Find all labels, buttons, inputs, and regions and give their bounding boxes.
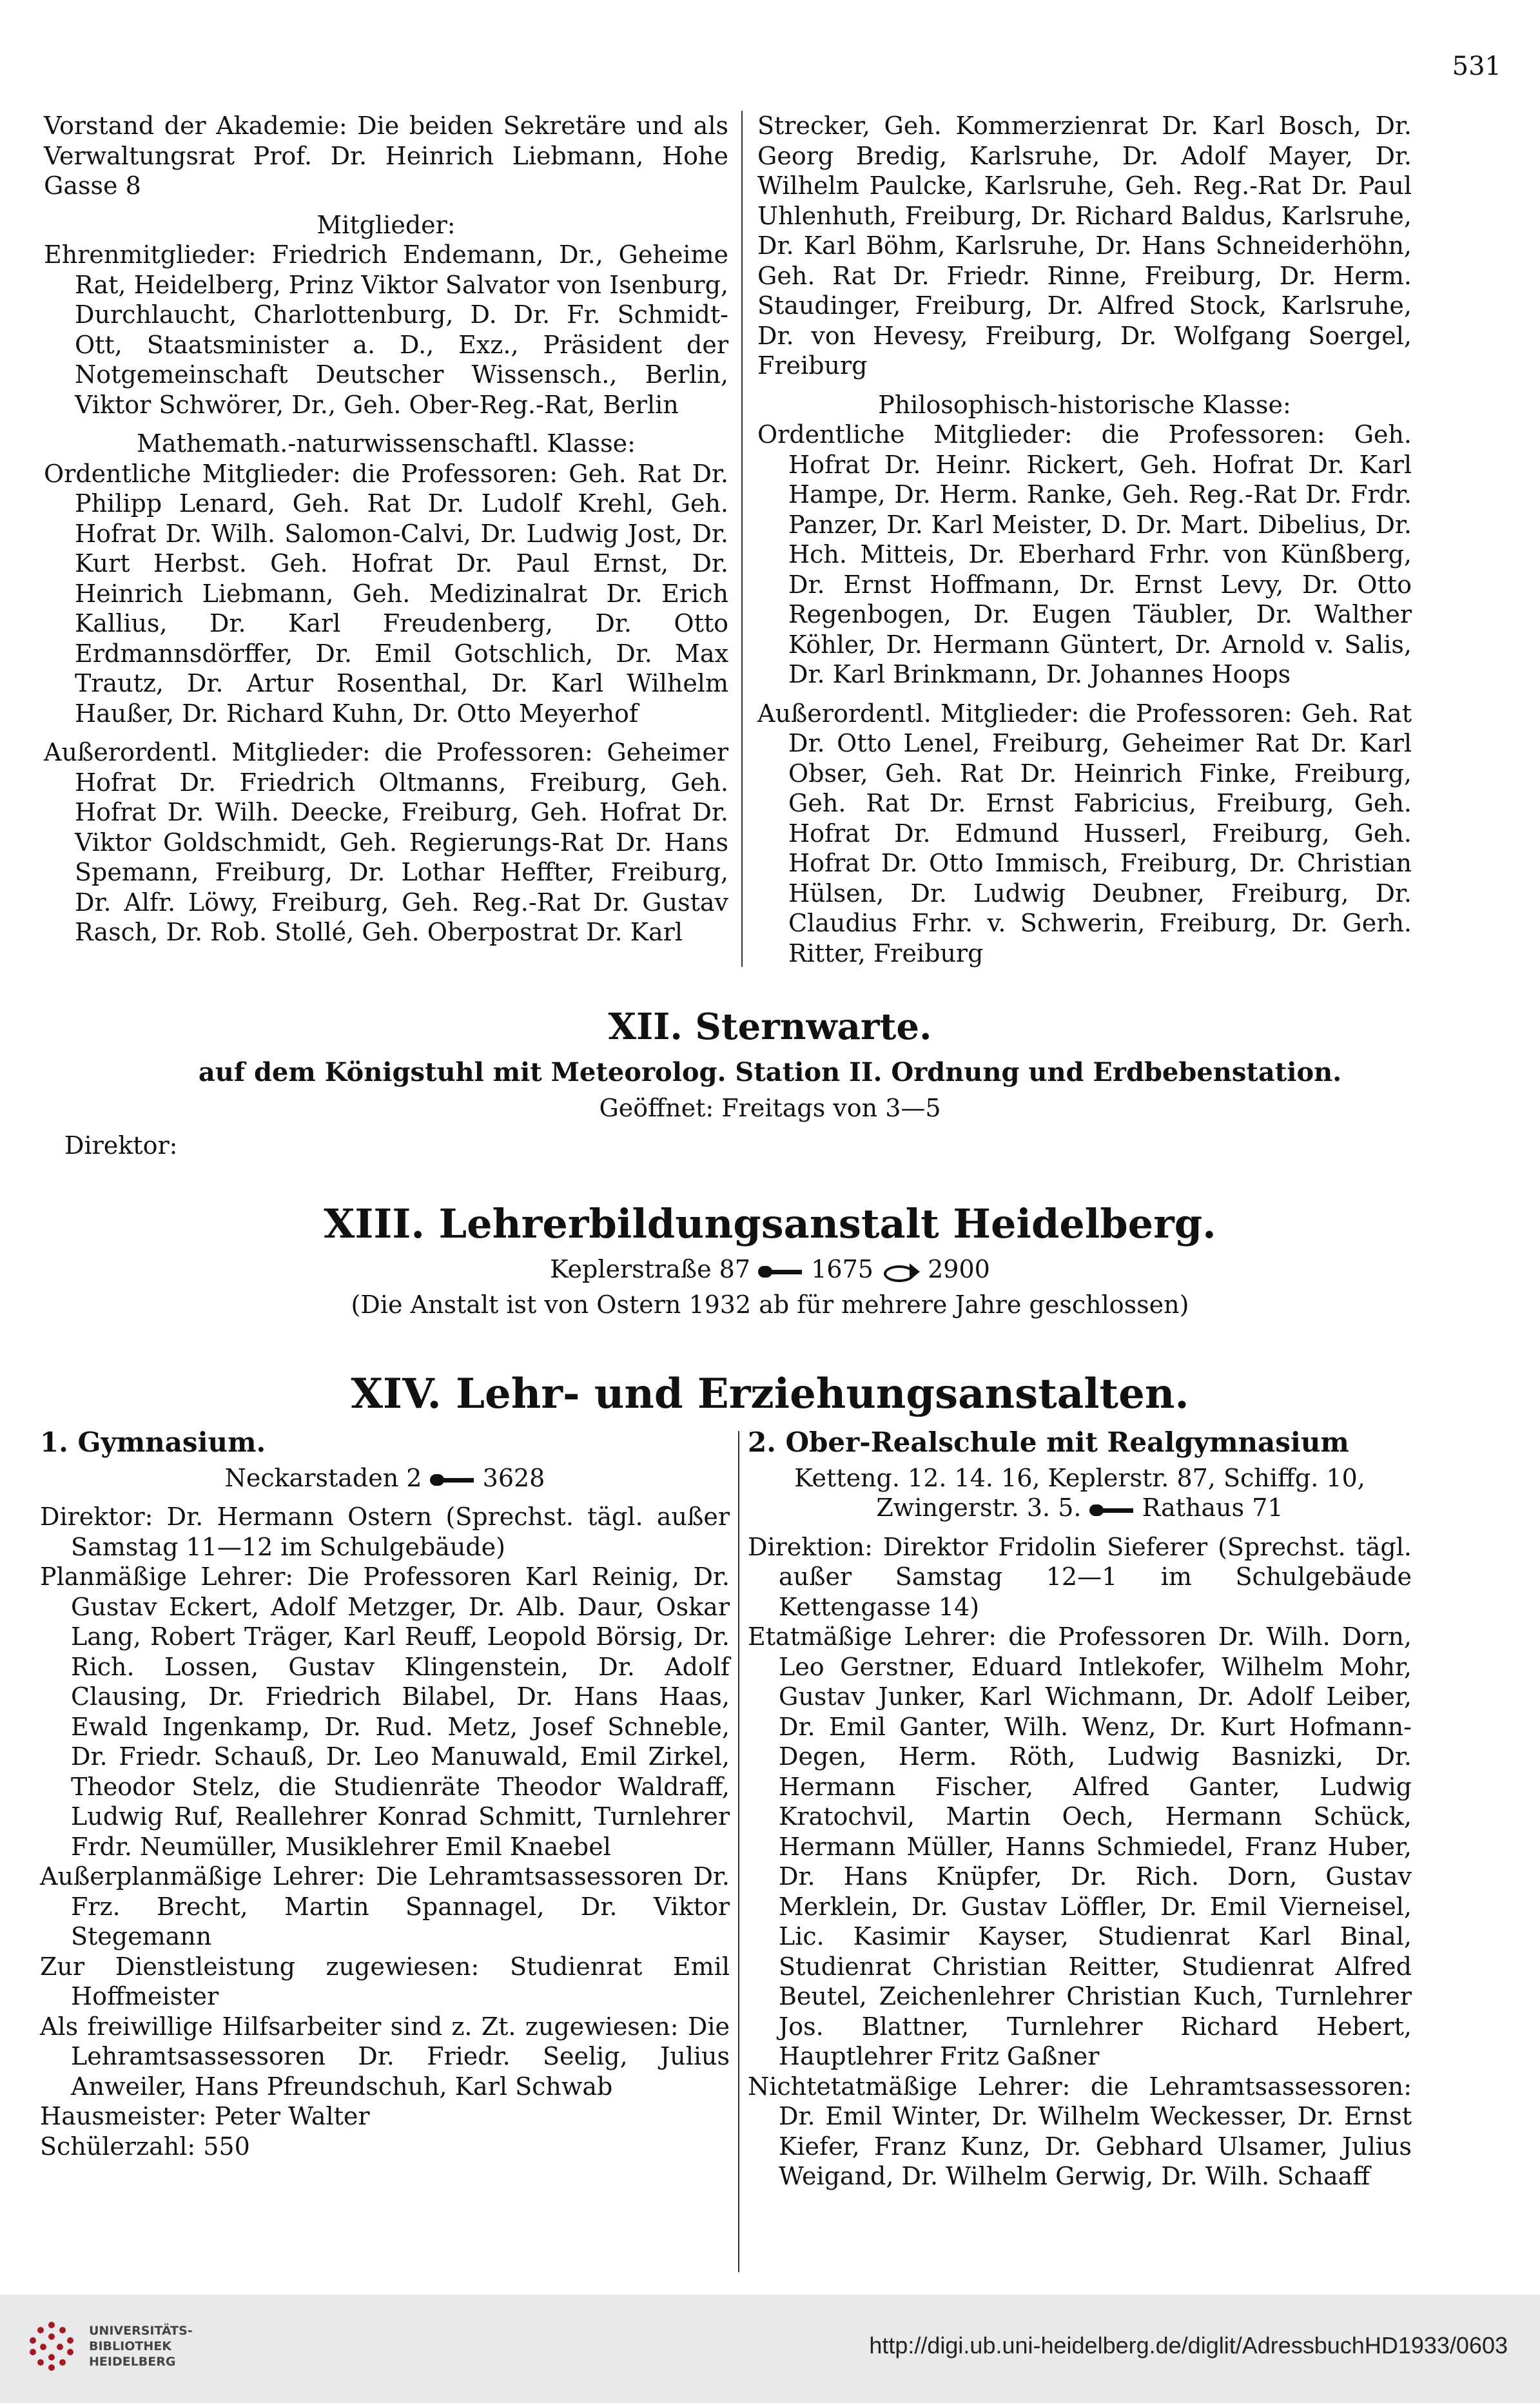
paragraph: Ehrenmitglieder: Friedrich Endemann, Dr., Geheime Rat, Heidelberg, Prinz Viktor Salvator von Isenburg, Durchlaucht, Charlottenburg, D. Dr. Fr. Schmidt-Ott, Staatsminister a. D., Exz., Präsident der Notgemeinschaft Deutscher Wissensch., Berlin, Viktor Schwörer, Dr., Geh. Ober-Reg.-Rat, Berlin	[44, 240, 728, 419]
section-xiii-phone-2: 2900	[928, 1255, 990, 1283]
subheading: Philosophisch-historische Klasse:	[878, 390, 1291, 419]
telephone-icon	[758, 1265, 803, 1279]
paragraph: Ordentliche Mitglieder: die Professoren: Geh. Rat Dr. Philipp Lenard, Geh. Rat Dr. Ludolf Krehl, Geh. Hofrat Dr. Wilh. Salomon-Calvi, Dr. Ludwig Jost, Dr. Kurt Herbst. Geh. Hofrat Dr. Paul Ernst, Dr. Heinrich Liebmann, Geh. Medizinalrat Dr. Erich Kallius, Dr. Karl Freudenberg, Dr. Otto Erdmannsdörffer, Dr. Emil Gotschlich, Dr. Max Trautz, Dr. Artur Rosenthal, Dr. Karl Wilhelm Haußer, Dr. Richard Kuhn, Dr. Otto Meyerhof	[44, 459, 728, 728]
section-xii-director: Direktor:	[64, 1131, 178, 1160]
paragraph: Vorstand der Akademie: Die beiden Sekretäre und als Verwaltungsrat Prof. Dr. Heinrich Liebmann, Hohe Gasse 8	[44, 112, 728, 200]
telephone-icon	[430, 1473, 475, 1487]
gymnasium-entry: Zur Dienstleistung zugewiesen: Studienrat Emil Hoffmeister	[40, 1952, 730, 2010]
oberrealschule-entry: Nichtetatmäßige Lehrer: die Lehramtsassessoren: Dr. Emil Winter, Dr. Wilhelm Weckesser, Dr. Ernst Kiefer, Franz Kunz, Dr. Gebhard Ulsamer, Julius Weigand, Dr. Wilhelm Gerwig, Dr. Wilh. Schaaff	[748, 2072, 1412, 2190]
paragraph: Ordentliche Mitglieder: die Professoren: Geh. Hofrat Dr. Heinr. Rickert, Geh. Hofrat Dr. Karl Hampe, Dr. Herm. Ranke, Geh. Reg.-Rat Dr. Frdr. Panzer, Dr. Karl Meister, D. Dr. Mart. Dibelius, Dr. Hch. Mitteis, Dr. Eberhard Frhr. von Künßberg, Dr. Ernst Hoffmann, Dr. Ernst Levy, Dr. Otto Regenbogen, Dr. Eugen Täubler, Dr. Walther Köhler, Dr. Hermann Güntert, Dr. Arnold v. Salis, Dr. Karl Brinkmann, Dr. Johannes Hoops	[757, 420, 1412, 688]
oberrealschule-entry: Direktion: Direktor Fridolin Sieferer (Sprechst. tägl. außer Samstag 12—1 im Schulgebäude Kettengasse 14)	[748, 1532, 1412, 1621]
subheading: Mathemath.-naturwissenschaftl. Klasse:	[137, 429, 636, 458]
post-horn-icon	[881, 1263, 920, 1280]
oberrealschule-entry: Etatmäßige Lehrer: die Professoren Dr. Wilh. Dorn, Leo Gerstner, Eduard Intlekofer, Wilhelm Mohr, Gustav Junker, Karl Wichmann, Dr. Adolf Leiber, Dr. Emil Ganter, Wilh. Wenz, Dr. Kurt Hofmann-Degen, Herm. Röth, Ludwig Basnizki, Dr. Hermann Fischer, Alfred Ganter, Ludwig Kratochvil, Martin Oech, Hermann Schück, Hermann Müller, Hanns Schmiedel, Franz Huber, Dr. Hans Knüpfer, Dr. Rich. Dorn, Gustav Merklein, Dr. Gustav Löffler, Dr. Emil Vierneisel, Lic. Kasimir Kayser, Studienrat Karl Binal, Studienrat Christian Reitter, Studienrat Alfred Beutel, Zeichenlehrer Christian Kuch, Turnlehrer Jos. Blattner, Turnlehrer Richard Hebert, Hauptlehrer Fritz Gaßner	[748, 1622, 1412, 2070]
page-number: 531	[1452, 52, 1501, 81]
gymnasium-entry: Schülerzahl: 550	[40, 2132, 250, 2161]
gymnasium-entry: Planmäßige Lehrer: Die Professoren Karl Reinig, Dr. Gustav Eckert, Adolf Metzger, Dr. Alb. Daur, Oskar Lang, Robert Träger, Karl Reuff, Leopold Börsig, Dr. Rich. Lossen, Gustav Klingenstein, Dr. Adolf Clausing, Dr. Friedrich Bilabel, Dr. Hans Haas, Ewald Ingenkamp, Dr. Rud. Metz, Josef Schneble, Dr. Friedr. Schauß, Dr. Leo Manuwald, Emil Zirkel, Theodor Stelz, die Studienräte Theodor Waldraff, Ludwig Ruf, Reallehrer Konrad Schmitt, Turnlehrer Frdr. Neumüller, Musiklehrer Emil Knaebel	[40, 1562, 730, 1861]
logo-line: BIBLIOTHEK	[89, 2339, 171, 2353]
oberrealschule-phone: Rathaus 71	[1142, 1493, 1283, 1522]
source-url[interactable]: http://digi.ub.uni-heidelberg.de/diglit/AdressbuchHD1933/0603	[869, 2332, 1508, 2359]
section-xiv-title: XIV. Lehr- und Erziehungsanstalten.	[351, 1370, 1189, 1418]
section-xii-subtitle: auf dem Königstuhl mit Meteorolog. Station II. Ordnung und Erdbebenstation.	[198, 1057, 1342, 1087]
gymnasium-entry: Als freiwillige Hilfsarbeiter sind z. Zt. zugewiesen: Die Lehramtsassessoren Dr. Friedr. Seelig, Julius Anweiler, Hans Pfreundschuh, Karl Schwab	[40, 2012, 730, 2101]
gymnasium-column	[40, 1428, 730, 2161]
section-xiii-address: Keplerstraße 87	[550, 1255, 751, 1283]
section-xii-opening-hours: Geöffnet: Freitags von 3—5	[599, 1094, 941, 1122]
oberrealschule-column	[748, 1428, 1412, 2192]
section-xiii-address-line	[0, 1255, 1540, 1283]
library-logo-icon	[26, 2320, 77, 2372]
oberrealschule-address-line	[748, 1463, 1412, 1523]
top-left-column	[44, 111, 728, 948]
section-xiii-phone-1: 1675	[811, 1255, 873, 1283]
gymnasium-title: 1. Gymnasium.	[40, 1426, 266, 1458]
section-xii-title: XII. Sternwarte.	[608, 1006, 932, 1048]
column-divider	[741, 111, 743, 967]
section-xiii-title: XIII. Lehrerbildungsanstalt Heidelberg.	[324, 1200, 1216, 1247]
telephone-icon	[1089, 1503, 1135, 1517]
logo-line: UNIVERSITÄTS-	[89, 2324, 193, 2338]
gymnasium-address: Neckarstaden 2	[224, 1463, 422, 1492]
paragraph: Außerordentl. Mitglieder: die Professoren: Geheimer Hofrat Dr. Friedrich Oltmanns, Freiburg, Geh. Hofrat Dr. Wilh. Deecke, Freiburg, Geh. Hofrat Dr. Viktor Goldschmidt, Geh. Regierungs-Rat Dr. Hans Spemann, Freiburg, Dr. Lothar Heffter, Freiburg, Dr. Alfr. Löwy, Freiburg, Geh. Reg.-Rat Dr. Gustav Rasch, Dr. Rob. Stollé, Geh. Oberpostrat Dr. Karl	[44, 738, 728, 946]
subheading: Mitglieder:	[317, 210, 456, 239]
library-logo-text	[89, 2323, 193, 2369]
column-divider	[738, 1431, 739, 2272]
paragraph: Strecker, Geh. Kommerzienrat Dr. Karl Bosch, Dr. Georg Bredig, Karlsruhe, Dr. Adolf Mayer, Dr. Wilhelm Paulcke, Karlsruhe, Geh. Reg.-Rat Dr. Paul Uhlenhuth, Freiburg, Dr. Richard Baldus, Karlsruhe, Dr. Karl Böhm, Karlsruhe, Dr. Hans Schneiderhöhn, Geh. Rat Dr. Friedr. Rinne, Freiburg, Dr. Herm. Staudinger, Freiburg, Dr. Alfred Stock, Karlsruhe, Dr. von Hevesy, Freiburg, Dr. Wolfgang Soergel, Freiburg	[757, 112, 1412, 380]
gymnasium-entry: Hausmeister: Peter Walter	[40, 2102, 370, 2130]
gymnasium-phone: 3628	[482, 1463, 545, 1492]
logo-line: HEIDELBERG	[89, 2355, 176, 2369]
oberrealschule-title: 2. Ober-Realschule mit Realgymnasium	[748, 1426, 1349, 1458]
paragraph: Außerordentl. Mitglieder: die Professoren: Geh. Rat Dr. Otto Lenel, Freiburg, Geheimer Rat Dr. Karl Obser, Geh. Rat Dr. Heinrich Finke, Freiburg, Geh. Rat Dr. Ernst Fabricius, Freiburg, Geh. Hofrat Dr. Edmund Husserl, Freiburg, Geh. Hofrat Dr. Otto Immisch, Freiburg, Dr. Christian Hülsen, Dr. Ludwig Deubner, Freiburg, Dr. Claudius Frhr. v. Schwerin, Freiburg, Dr. Gerh. Ritter, Freiburg	[757, 699, 1412, 968]
top-right-column	[757, 111, 1412, 968]
gymnasium-entry: Außerplanmäßige Lehrer: Die Lehramtsassessoren Dr. Frz. Brecht, Martin Spannagel, Dr. Viktor Stegemann	[40, 1862, 730, 1951]
gymnasium-entry: Direktor: Dr. Hermann Ostern (Sprechst. tägl. außer Samstag 11—12 im Schulgebäude)	[40, 1503, 730, 1561]
gymnasium-address-line	[40, 1463, 730, 1493]
oberrealschule-address: Ketteng. 12. 14. 16, Keplerstr. 87, Schiffg. 10, Zwingerstr. 3. 5.	[794, 1463, 1365, 1522]
footer-bar	[0, 2295, 1540, 2403]
section-xiii-note: (Die Anstalt ist von Ostern 1932 ab für mehrere Jahre geschlossen)	[351, 1290, 1189, 1319]
